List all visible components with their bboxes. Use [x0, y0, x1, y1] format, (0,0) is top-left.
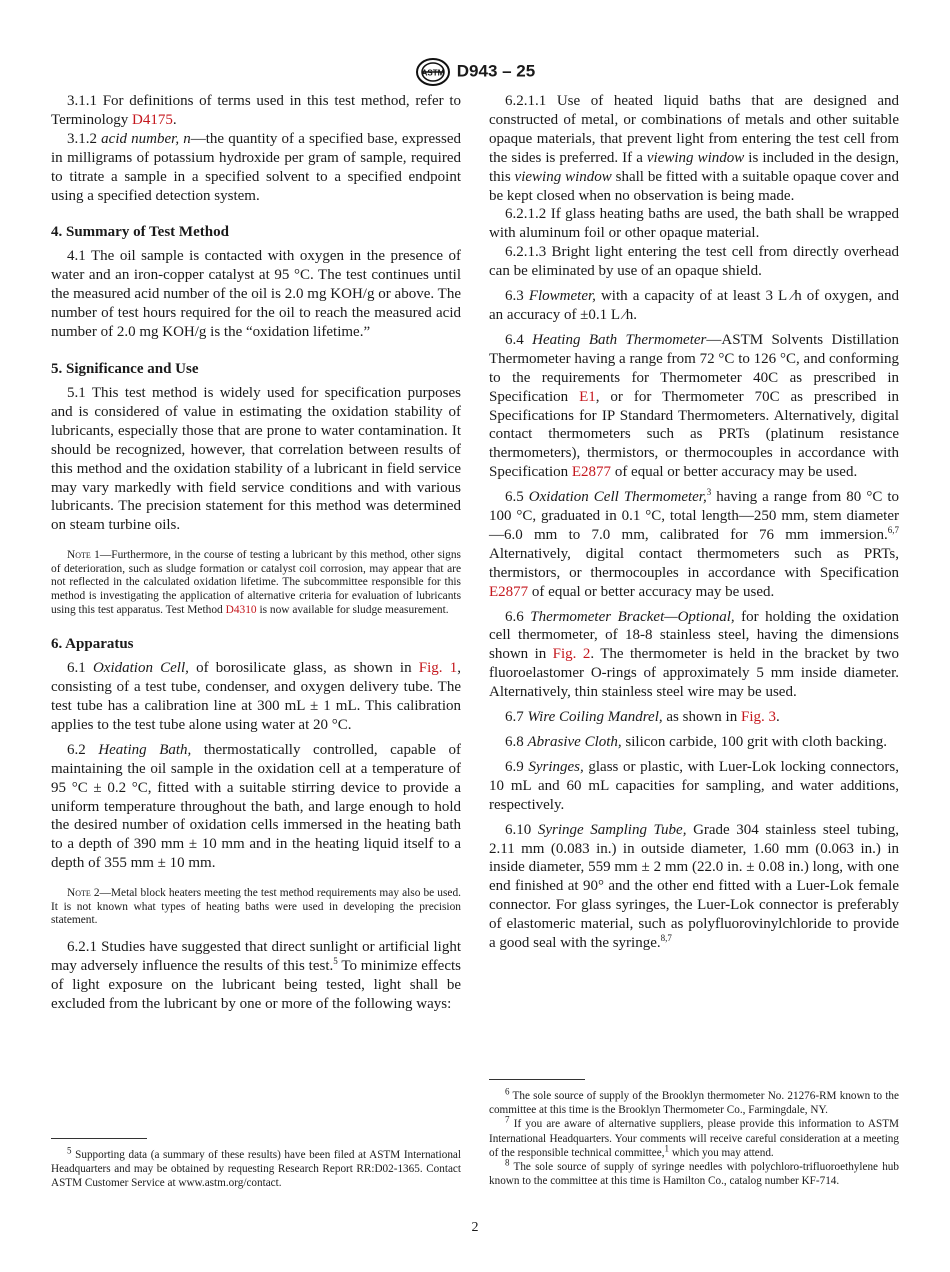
document-designation: D943 – 25	[456, 61, 536, 81]
paragraph-6-2-1-3: 6.2.1.3 Bright light entering the test cell from directly overhead can be eliminated by use of an opaque shield.	[489, 244, 899, 280]
ref-e2877-link[interactable]: E2877	[571, 464, 612, 481]
paragraph-6-2-1-2: 6.2.1.2 If glass heating baths are used, the bath shall be wrapped with aluminum foil or other opaque material.	[489, 206, 899, 242]
right-column	[489, 92, 899, 953]
ref-fig2-link[interactable]: Fig. 2	[552, 646, 591, 663]
paragraph-6-3: 6.3 Flowmeter, with a capacity of at least 3 L ⁄h of oxygen, and an accuracy of ±0.1 L ⁄h.	[489, 288, 899, 323]
paragraph-3-1-2: 3.1.2 acid number, n—the quantity of a specified base, expressed in milligrams of potassium hydroxide per gram of sample, required to titrate a sample in a specified solvent to a specified endpoint using a specified detection system.	[51, 130, 462, 204]
ref-fig1-link[interactable]: Fig. 1	[418, 660, 458, 677]
astm-logo-icon	[415, 57, 451, 87]
paragraph-6-1: 6.1 Oxidation Cell, of borosilicate glass, as shown in Fig. 1, consisting of a test tube, condenser, and oxygen delivery tube. The test tube has a calibration line at 300 mL ± 1 mL. This calibration applies to the test tube alone using water at 20 °C.	[51, 660, 461, 733]
note-1: Note 1—Furthermore, in the course of testing a lubricant by this method, other signs of deterioration, such as sludge formation or catalyst coil corrosion, may appear that are not reflected in the calculated oxidation lifetime. The subcommittee responsible for this method is investigating the application of alternative criteria for evaluation of lubricants using this test apparatus. Test Method D4310 is now available for sludge measurement.	[51, 549, 461, 616]
ref-d4310-link[interactable]: D4310	[225, 603, 257, 616]
paragraph-5-1: 5.1 This test method is widely used for specification purposes and is considered of value in estimating the oxidation stability of lubricants, especially those that are prone to water contamination. It should be recognized, however, that correlation between results of this method and the oxidation stability of a lubricant in field service may vary markedly with field service conditions and with various lubricants. The precision statement for this method was determined on steam turbine oils.	[51, 384, 461, 534]
paragraph-6-5: 6.5 Oxidation Cell Thermometer,$^3$ having a range from 80 °C to 100 °C, graduated in 0.1 °C, total length—250 mm, stem diameter—6.0 mm to 7.0 mm, calibrated for 76 mm immersion.$^{6,7}$ Alternatively, digital contact thermometers such as PRTs, thermistors, or thermocouples in accordance with Specification E2877 of equal or better accuracy may be used.	[489, 487, 900, 600]
section-5-heading: 5. Significance and Use	[51, 360, 199, 377]
left-column	[51, 92, 461, 1014]
ref-fig3-link[interactable]: Fig. 3	[740, 709, 776, 726]
section-6-heading: 6. Apparatus	[51, 636, 134, 653]
footnotes-right	[489, 1086, 899, 1188]
paragraph-6-9: 6.9 Syringes, glass or plastic, with Luer-Lok locking connectors, 10 mL and 60 mL capacities for sampling, and water additions, respectively.	[489, 758, 899, 813]
svg-text:ASTM: ASTM	[421, 68, 445, 78]
note-2: Note 2—Metal block heaters meeting the test method requirements may also be used. It is not known what types of heating baths were used in developing the precision statement.	[51, 887, 461, 927]
page-header	[0, 57, 950, 87]
paragraph-6-2-1-1: 6.2.1.1 Use of heated liquid baths that are designed and constructed of metal, or combinations of metals and other suitable opaque materials, that prevent light from entering the test cell from the sides is preferred. If a viewing window is included in the design, this viewing window shall be fitted with a suitable opaque cover and be kept closed when no observation is being made.	[489, 93, 899, 204]
footnotes-left	[51, 1145, 461, 1191]
footnote-rule-left	[51, 1138, 147, 1139]
paragraph-4-1: 4.1 The oil sample is contacted with oxygen in the presence of water and an iron-copper catalyst at 95 °C. The test continues until the measured acid number of the oil is 2.0 mg KOH/g or above. The number of test hours required for the oil to reach the measured acid number of 2.0 mg KOH/g is the “oxidation lifetime.”	[51, 248, 461, 341]
footnote-5: $^5$ Supporting data (a summary of these results) have been filed at ASTM International Headquarters and may be obtained by requesting Research Report RR:D02-1365. Contact ASTM Customer Service at www.astm.org/contact.	[51, 1145, 461, 1190]
paragraph-6-2-1: 6.2.1 Studies have suggested that direct sunlight or artificial light may adversely influence the results of this test.$^5$ To minimize effects of light exposure on the lubricant being tested, light shall be excluded from the lubricant by one or more of the following ways:	[51, 938, 461, 1012]
paragraph-6-7: 6.7 Wire Coiling Mandrel, as shown in Fig. 3.	[505, 709, 780, 726]
ref-e1-link[interactable]: E1	[579, 388, 596, 405]
paragraph-6-10: 6.10 Syringe Sampling Tube, Grade 304 stainless steel tubing, 2.11 mm (0.083 in.) in outside diameter, 1.60 mm (0.063 in.) in inside diameter, 559 mm ± 2 mm (22.0 in. ± 0.08 in.) long, with one end finished at 90° and the other end fitted with a Luer-Lok female connector. For glass syringes, the Luer-Lok connector is preferably of elastomeric material, such as polyfluorovinylchloride to provide a good seal with the syringe.$^{8,7}$	[489, 821, 900, 952]
paragraph-6-2: 6.2 Heating Bath, thermostatically controlled, capable of maintaining the oil sample in the oxidation cell at a temperature of 95 °C ± 0.2 °C, fitted with a suitable stirring device to provide a uniform temperature throughout the bath, and large enough to hold the desired number of oxidation cells immersed in the heating bath to a depth of 390 mm ± 10 mm and in the heating liquid itself to a depth of 355 mm ± 10 mm.	[51, 741, 462, 872]
footnote-7: $^7$ If you are aware of alternative suppliers, please provide this information to ASTM International Headquarters. Your comments will receive careful consideration at a meeting of the responsible technical committee,$^1$ which you may attend.	[489, 1114, 899, 1159]
ref-d4175-link[interactable]: D4175	[132, 111, 173, 128]
page-number: 2	[471, 1220, 479, 1235]
paragraph-6-4: 6.4 Heating Bath Thermometer—ASTM Solvents Distillation Thermometer having a range from 72 °C to 126 °C, and conforming to the requirements for Thermometer 40C as prescribed in Specification E1, or for Thermometer 70C as prescribed in Specifications for IP Standard Thermometers. Alternatively, digital contact thermometers such as PRTs (platinum resistance thermometers), thermistors, or thermocouples in accordance with Specification E2877 of equal or better accuracy may be used.	[489, 331, 900, 481]
footnote-rule-right	[489, 1079, 585, 1080]
paragraph-6-6: 6.6 Thermometer Bracket—Optional, for holding the oxidation cell thermometer, of 18-8 stainless steel, having the dimensions shown in Fig. 2. The thermometer is held in the bracket by two fluoroelastomer O-rings of approximately 5 mm inside diameter. Alternatively, thin stainless steel wire may be used.	[489, 608, 900, 701]
section-4-heading: 4. Summary of Test Method	[51, 224, 229, 241]
footnote-8: $^8$ The sole source of supply of syringe needles with polychloro-trifluoroethylene hub known to the committee at this time is Hamilton Co., catalog number KF-714.	[489, 1157, 899, 1188]
footnote-6: $^6$ The sole source of supply of the Brooklyn thermometer No. 21276-RM known to the committee at this time is the Brooklyn Thermometer Co., Farmingdale, NY.	[489, 1086, 899, 1117]
paragraph-3-1-1: 3.1.1 For definitions of terms used in this test method, refer to Terminology D4175.	[51, 93, 461, 128]
paragraph-6-8: 6.8 Abrasive Cloth, silicon carbide, 100 grit with cloth backing.	[505, 734, 888, 750]
ref-e2877-link-2[interactable]: E2877	[489, 583, 529, 600]
